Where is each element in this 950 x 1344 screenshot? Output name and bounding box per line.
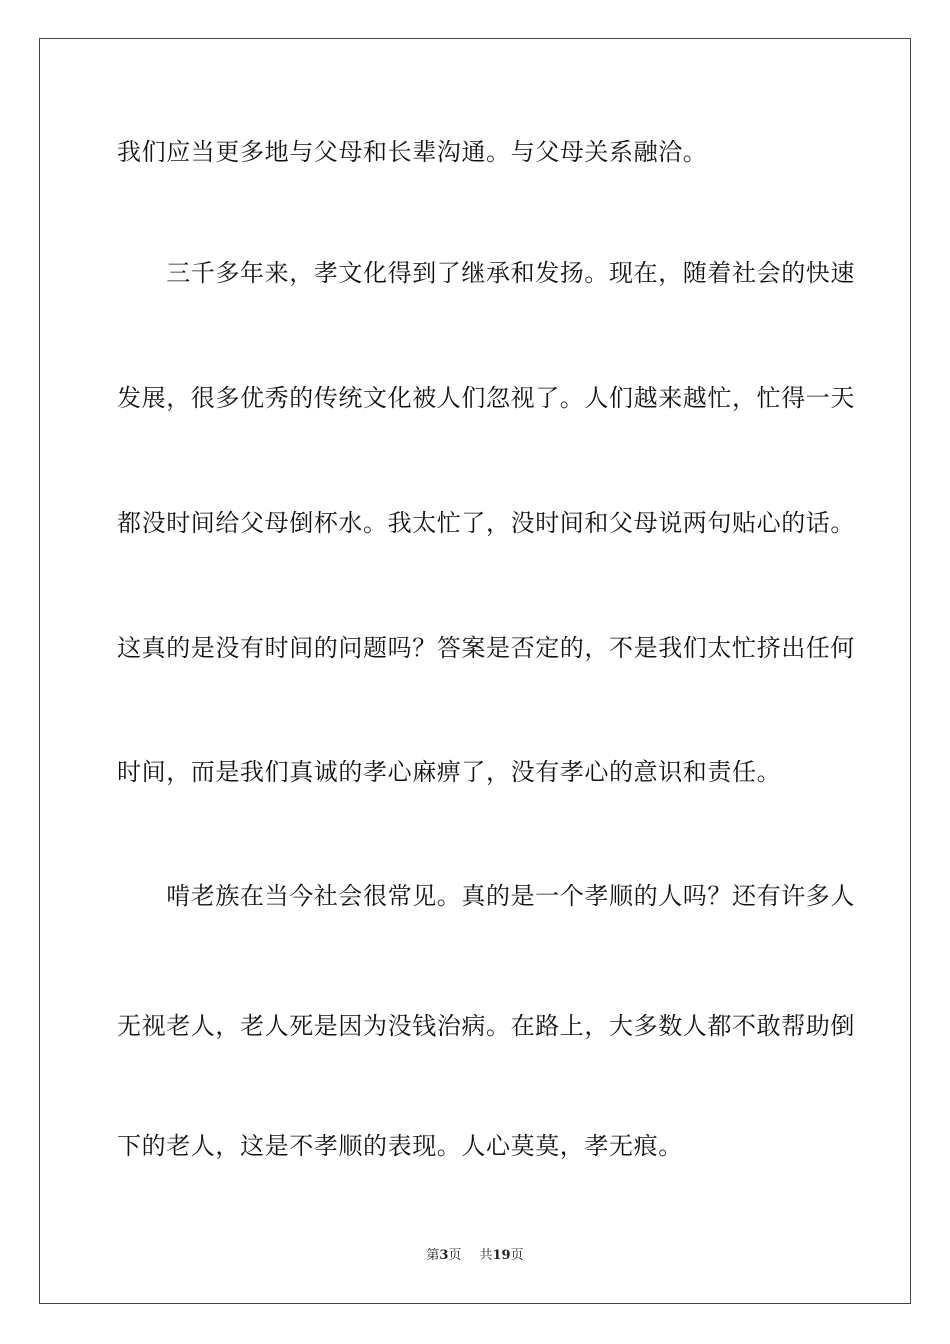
page-prefix: 第 bbox=[426, 1248, 440, 1263]
total-prefix: 共 bbox=[479, 1248, 493, 1263]
text-line: 这真的是没有时间的问题吗？答案是否定的，不是我们太忙挤出任何 bbox=[117, 634, 855, 662]
page-footer bbox=[0, 1247, 950, 1265]
text-line: 我们应当更多地与父母和长辈沟通。与父母关系融洽。 bbox=[117, 138, 708, 166]
text-line: 下的老人，这是不孝顺的表现。人心莫莫，孝无痕。 bbox=[117, 1132, 683, 1160]
text-line: 三千多年来，孝文化得到了继承和发扬。现在，随着社会的快速 bbox=[117, 259, 855, 287]
text-line: 无视老人，老人死是因为没钱治病。在路上，大多数人都不敢帮助倒 bbox=[117, 1012, 855, 1040]
text-line: 发展，很多优秀的传统文化被人们忽视了。人们越来越忙，忙得一天 bbox=[117, 384, 855, 412]
text-line: 时间，而是我们真诚的孝心麻痹了，没有孝心的意识和责任。 bbox=[117, 758, 782, 786]
page-number: 3 bbox=[439, 1248, 449, 1263]
page-border bbox=[39, 38, 911, 1304]
text-line: 啃老族在当今社会很常见。真的是一个孝顺的人吗？还有许多人 bbox=[117, 882, 855, 910]
total-pages: 19 bbox=[492, 1248, 511, 1263]
page-suffix: 页 bbox=[448, 1248, 462, 1263]
total-suffix: 页 bbox=[510, 1248, 524, 1263]
text-line: 都没时间给父母倒杯水。我太忙了，没时间和父母说两句贴心的话。 bbox=[117, 509, 855, 537]
